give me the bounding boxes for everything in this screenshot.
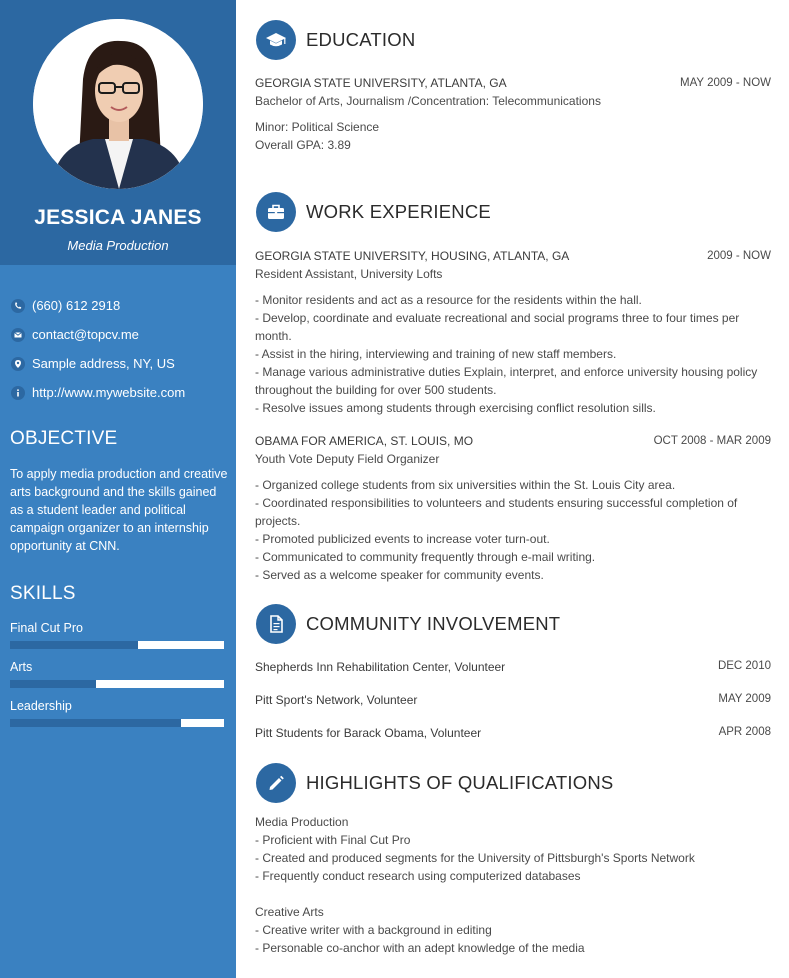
work-bullet: - Coordinated responsibilities to volunteers and students ensuring successful completion of projects. xyxy=(255,496,738,528)
education-title: EDUCATION xyxy=(306,29,416,50)
work-bullet: - Served as a welcome speaker for community events. xyxy=(255,568,544,582)
avatar xyxy=(33,19,203,189)
skill-bar xyxy=(10,680,224,688)
contact-website[interactable] xyxy=(11,378,185,407)
work-header xyxy=(256,192,491,232)
work-org: OBAMA FOR AMERICA, ST. LOUIS, MO xyxy=(255,434,474,448)
skill-bar-fill xyxy=(10,680,96,688)
skill-label: Arts xyxy=(10,660,33,674)
community-item-text: Pitt Students for Barack Obama, Volunteer xyxy=(255,726,482,740)
work-bullet: - Organized college students from six universities within the St. Louis City area. xyxy=(255,478,676,492)
work-bullet: - Develop, coordinate and evaluate recreational and social programs three to four times per month. xyxy=(255,311,740,343)
community-header xyxy=(256,604,560,644)
work-bullet: - Resolve issues among students through exercising conflict resolution sills. xyxy=(255,401,656,415)
community-item xyxy=(255,660,771,674)
pencil-icon xyxy=(256,763,296,803)
contact-phone-text: (660) 612 2918 xyxy=(32,298,121,313)
work-org: GEORGIA STATE UNIVERSITY, HOUSING, ATLANTA, GA xyxy=(255,249,570,263)
community-item-text: Shepherds Inn Rehabilitation Center, Volunteer xyxy=(255,660,506,674)
highlights-group-title: Creative Arts xyxy=(255,905,324,919)
community-item xyxy=(255,693,771,707)
contact-email[interactable] xyxy=(11,320,185,349)
skill-bar xyxy=(10,641,224,649)
community-item-date: MAY 2009 xyxy=(718,693,771,705)
highlights-line: - Created and produced segments for the University of Pittsburgh's Sports Network xyxy=(255,851,695,865)
highlights-line: - Proficient with Final Cut Pro xyxy=(255,833,411,847)
skill-label: Leadership xyxy=(10,699,72,713)
contact-website-text: http://www.mywebsite.com xyxy=(32,385,186,400)
objective-text: To apply media production and creative arts background and the skills gained as a student leader and political campaign organizer to an internship opportunity at CNN. xyxy=(10,467,228,553)
highlights-line: - Frequently conduct research using computerized databases xyxy=(255,869,581,883)
community-item-text: Pitt Sport's Network, Volunteer xyxy=(255,693,418,707)
profile-photo xyxy=(33,19,203,189)
profile-role: Media Production xyxy=(67,238,169,253)
contact-address[interactable] xyxy=(11,349,185,378)
skill-item xyxy=(10,699,224,727)
work-date: OCT 2008 - MAR 2009 xyxy=(653,435,771,447)
skills-heading: SKILLS xyxy=(10,583,76,604)
location-icon xyxy=(11,357,25,371)
work-bullet: - Manage various administrative duties Explain, interpret, and enforce university housing policy throughout the building for over 500 students. xyxy=(255,365,758,397)
work-entry xyxy=(255,247,771,417)
education-date: MAY 2009 - NOW xyxy=(680,77,771,89)
sidebar xyxy=(0,0,236,978)
community-title: COMMUNITY INVOLVEMENT xyxy=(306,613,561,634)
skill-bar xyxy=(10,719,224,727)
work-title: WORK EXPERIENCE xyxy=(306,201,491,222)
education-minor: Minor: Political Science xyxy=(255,120,380,134)
education-header xyxy=(256,20,415,60)
highlights-entry xyxy=(255,813,771,957)
document-icon xyxy=(256,604,296,644)
work-bullet: - Assist in the hiring, interviewing and training of new staff members. xyxy=(255,347,617,361)
skill-item xyxy=(10,660,224,688)
profile-name: JESSICA JANES xyxy=(34,206,202,229)
phone-icon xyxy=(11,299,25,313)
contact-phone[interactable] xyxy=(11,291,185,320)
contact-email-text: contact@topcv.me xyxy=(32,327,139,342)
graduation-cap-icon xyxy=(256,20,296,60)
contact-list xyxy=(11,291,185,407)
work-bullet: - Monitor residents and act as a resource for the residents within the hall. xyxy=(255,293,642,307)
main-content xyxy=(236,0,789,978)
highlights-header xyxy=(256,763,613,803)
skill-bar-fill xyxy=(10,719,181,727)
community-item-date: DEC 2010 xyxy=(717,660,771,672)
highlights-group-title: Media Production xyxy=(255,815,349,829)
education-gpa: Overall GPA: 3.89 xyxy=(255,138,351,152)
briefcase-icon xyxy=(256,192,296,232)
work-date: 2009 - NOW xyxy=(707,250,771,262)
work-position: Resident Assistant, University Lofts xyxy=(255,267,443,281)
profile-header xyxy=(0,0,236,265)
highlights-line: - Creative writer with a background in editing xyxy=(255,923,492,937)
highlights-title: HIGHLIGHTS OF QUALIFICATIONS xyxy=(306,772,614,793)
community-item xyxy=(255,726,771,740)
education-degree: Bachelor of Arts, Journalism /Concentration: Telecommunications xyxy=(255,94,601,108)
work-bullet: - Communicated to community frequently through e-mail writing. xyxy=(255,550,596,564)
highlights-line: - Personable co-anchor with an adept knowledge of the media xyxy=(255,941,585,955)
info-icon xyxy=(11,386,25,400)
work-entry xyxy=(255,432,771,584)
skill-item xyxy=(10,621,224,649)
contact-address-text: Sample address, NY, US xyxy=(32,356,175,371)
community-item-date: APR 2008 xyxy=(718,726,771,738)
work-bullet: - Promoted publicized events to increase voter turn-out. xyxy=(255,532,550,546)
work-position: Youth Vote Deputy Field Organizer xyxy=(255,452,440,466)
skill-bar-fill xyxy=(10,641,138,649)
email-icon xyxy=(11,328,25,342)
skill-label: Final Cut Pro xyxy=(10,621,83,635)
education-school: GEORGIA STATE UNIVERSITY, ATLANTA, GA xyxy=(255,76,507,90)
objective-heading: OBJECTIVE xyxy=(10,428,118,449)
education-entry xyxy=(255,74,771,154)
